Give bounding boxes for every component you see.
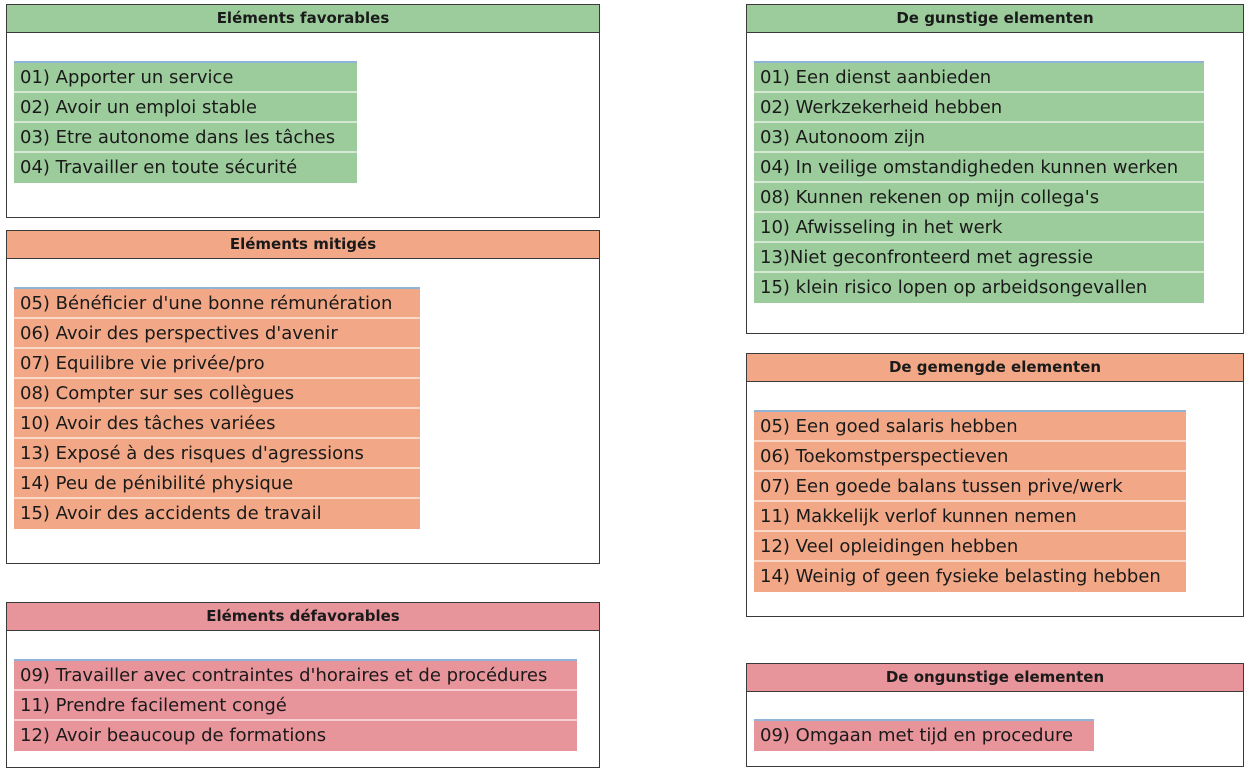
list-item: 15) Avoir des accidents de travail: [14, 499, 420, 529]
list-item: 03) Etre autonome dans les tâches: [14, 123, 357, 153]
fr-favorable-title: Eléments favorables: [7, 5, 599, 33]
list-item: 04) In veilige omstandigheden kunnen werken: [754, 153, 1204, 183]
list-item: 08) Compter sur ses collègues: [14, 379, 420, 409]
list-item: 07) Een goede balans tussen prive/werk: [754, 472, 1186, 502]
list-item: 10) Avoir des tâches variées: [14, 409, 420, 439]
list-item: 12) Avoir beaucoup de formations: [14, 721, 577, 751]
list-item: 07) Equilibre vie privée/pro: [14, 349, 420, 379]
list-item: 11) Prendre facilement congé: [14, 691, 577, 721]
nl-favorable-title: De gunstige elementen: [747, 5, 1243, 33]
fr-favorable-list: [14, 61, 357, 183]
list-item: 09) Omgaan met tijd en procedure: [754, 721, 1094, 751]
nl-mixed-title: De gemengde elementen: [747, 354, 1243, 382]
nl-unfavorable-panel: [746, 663, 1244, 767]
fr-mixed-panel: [6, 230, 600, 564]
list-item: 10) Afwisseling in het werk: [754, 213, 1204, 243]
nl-mixed-list: [754, 410, 1186, 592]
list-item: 06) Toekomstperspectieven: [754, 442, 1186, 472]
fr-mixed-list: [14, 287, 420, 529]
list-item: 03) Autonoom zijn: [754, 123, 1204, 153]
list-item: 02) Werkzekerheid hebben: [754, 93, 1204, 123]
list-item: 14) Weinig of geen fysieke belasting hebben: [754, 562, 1186, 592]
list-item: 13) Exposé à des risques d'agressions: [14, 439, 420, 469]
nl-favorable-panel: [746, 4, 1244, 334]
list-item: 02) Avoir un emploi stable: [14, 93, 357, 123]
fr-unfavorable-panel: [6, 602, 600, 768]
list-item: 11) Makkelijk verlof kunnen nemen: [754, 502, 1186, 532]
list-item: 12) Veel opleidingen hebben: [754, 532, 1186, 562]
nl-favorable-list: [754, 61, 1204, 303]
list-item: 08) Kunnen rekenen op mijn collega's: [754, 183, 1204, 213]
fr-unfavorable-title: Eléments défavorables: [7, 603, 599, 631]
list-item: 05) Een goed salaris hebben: [754, 412, 1186, 442]
list-item: 13)Niet geconfronteerd met agressie: [754, 243, 1204, 273]
list-item: 01) Apporter un service: [14, 63, 357, 93]
list-item: 01) Een dienst aanbieden: [754, 63, 1204, 93]
fr-unfavorable-list: [14, 659, 577, 751]
fr-favorable-panel: [6, 4, 600, 218]
nl-unfavorable-list: [754, 719, 1094, 751]
list-item: 15) klein risico lopen op arbeidsongevallen: [754, 273, 1204, 303]
list-item: 04) Travailler en toute sécurité: [14, 153, 357, 183]
nl-mixed-panel: [746, 353, 1244, 617]
fr-mixed-title: Eléments mitigés: [7, 231, 599, 259]
list-item: 06) Avoir des perspectives d'avenir: [14, 319, 420, 349]
list-item: 14) Peu de pénibilité physique: [14, 469, 420, 499]
list-item: 05) Bénéficier d'une bonne rémunération: [14, 289, 420, 319]
list-item: 09) Travailler avec contraintes d'horaires et de procédures: [14, 661, 577, 691]
nl-unfavorable-title: De ongunstige elementen: [747, 664, 1243, 692]
